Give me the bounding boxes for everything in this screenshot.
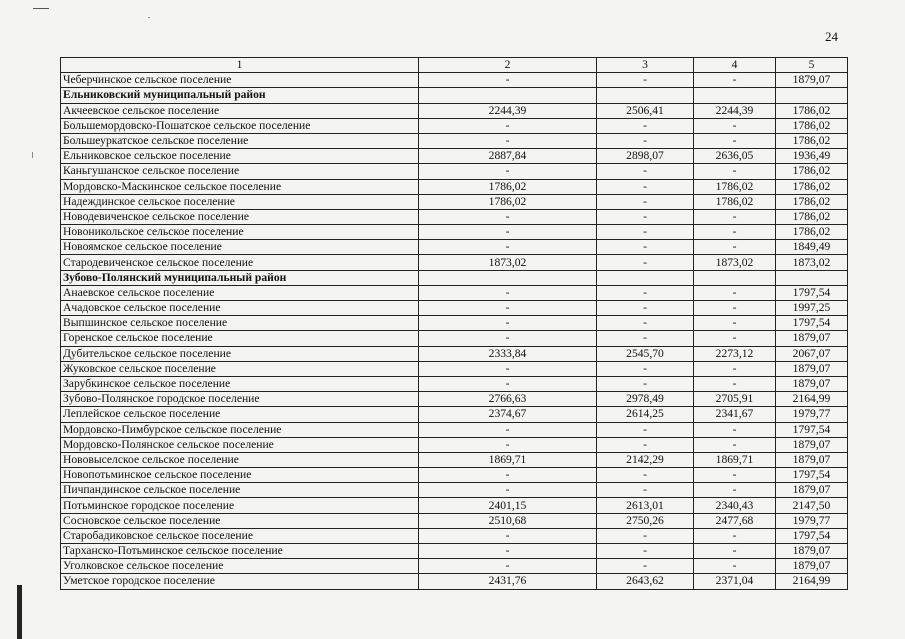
value-cell-col4: - [694, 483, 776, 498]
table-row [61, 392, 848, 407]
column-header-1: 1 [61, 58, 419, 73]
table-row [61, 574, 848, 589]
value-cell-col5: 1879,07 [776, 331, 848, 346]
column-header-4: 4 [694, 58, 776, 73]
value-cell-col3: 2613,01 [597, 498, 694, 513]
value-cell-col3: - [597, 255, 694, 270]
value-cell-col2: 2374,67 [419, 407, 597, 422]
value-cell-col2: - [419, 240, 597, 255]
value-cell-col2: - [419, 209, 597, 224]
value-cell-col4: - [694, 316, 776, 331]
value-cell-col3: - [597, 316, 694, 331]
value-cell-col5: 1879,07 [776, 452, 848, 467]
value-cell-col2: 1873,02 [419, 255, 597, 270]
value-cell-col3: - [597, 179, 694, 194]
value-cell-col3: - [597, 437, 694, 452]
value-cell-col4: - [694, 331, 776, 346]
settlement-name-cell: Каньгушанское сельское поселение [61, 164, 419, 179]
value-cell-col4: - [694, 468, 776, 483]
value-cell-col2: - [419, 559, 597, 574]
value-cell-col3: - [597, 225, 694, 240]
value-cell-col2: - [419, 133, 597, 148]
value-cell-col3: - [597, 376, 694, 391]
settlement-name-cell: Новопотьминское сельское поселение [61, 468, 419, 483]
value-cell-col3: 2643,62 [597, 574, 694, 589]
table-row [61, 164, 848, 179]
value-cell-col5: 1786,02 [776, 179, 848, 194]
table-row [61, 559, 848, 574]
table-row [61, 149, 848, 164]
settlement-name-cell: Уметское городское поселение [61, 574, 419, 589]
value-cell-col4: 1786,02 [694, 194, 776, 209]
value-cell-col2: 2887,84 [419, 149, 597, 164]
value-cell-col2: - [419, 225, 597, 240]
settlement-name-cell: Чеберчинское сельское поселение [61, 73, 419, 88]
value-cell-col4: - [694, 133, 776, 148]
value-cell-col4: - [694, 301, 776, 316]
value-cell-col2: - [419, 376, 597, 391]
value-cell-col3: - [597, 133, 694, 148]
value-cell-col4 [694, 270, 776, 285]
value-cell-col2: 2333,84 [419, 346, 597, 361]
value-cell-col3: - [597, 559, 694, 574]
value-cell-col3: - [597, 361, 694, 376]
value-cell-col2: 1786,02 [419, 179, 597, 194]
settlement-name-cell: Новоникольское сельское поселение [61, 225, 419, 240]
value-cell-col4: 1786,02 [694, 179, 776, 194]
value-cell-col3: - [597, 118, 694, 133]
value-cell-col5: 1786,02 [776, 194, 848, 209]
value-cell-col4 [694, 88, 776, 103]
value-cell-col3: 2978,49 [597, 392, 694, 407]
value-cell-col4: 2244,39 [694, 103, 776, 118]
value-cell-col5: 1797,54 [776, 528, 848, 543]
value-cell-col2: 2431,76 [419, 574, 597, 589]
value-cell-col2: - [419, 544, 597, 559]
value-cell-col5: 1786,02 [776, 133, 848, 148]
table-row [61, 437, 848, 452]
value-cell-col5: 1879,07 [776, 483, 848, 498]
value-cell-col2: - [419, 528, 597, 543]
value-cell-col4: - [694, 361, 776, 376]
table-row [61, 118, 848, 133]
value-cell-col2: - [419, 301, 597, 316]
table-row [61, 194, 848, 209]
settlement-name-cell: Большемордовско-Пошатское сельское поселение [61, 118, 419, 133]
settlement-name-cell: Мордовско-Полянское сельское поселение [61, 437, 419, 452]
value-cell-col2: - [419, 422, 597, 437]
value-cell-col3: - [597, 331, 694, 346]
value-cell-col5: 1936,49 [776, 149, 848, 164]
value-cell-col5: 1786,02 [776, 225, 848, 240]
table-row [61, 103, 848, 118]
table-row [61, 452, 848, 467]
table-row [61, 316, 848, 331]
value-cell-col3: 2750,26 [597, 513, 694, 528]
value-cell-col4: - [694, 164, 776, 179]
value-cell-col2: 1786,02 [419, 194, 597, 209]
settlement-name-cell: Ельниковское сельское поселение [61, 149, 419, 164]
value-cell-col4: 2371,04 [694, 574, 776, 589]
settlement-name-cell: Зарубкинское сельское поселение [61, 376, 419, 391]
table-header-row [61, 58, 848, 73]
value-cell-col4: 2477,68 [694, 513, 776, 528]
value-cell-col5: 2067,07 [776, 346, 848, 361]
value-cell-col2: 2401,15 [419, 498, 597, 513]
settlement-name-cell: Жуковское сельское поселение [61, 361, 419, 376]
table-row [61, 73, 848, 88]
table-row [61, 544, 848, 559]
value-cell-col5 [776, 88, 848, 103]
value-cell-col5: 1879,07 [776, 73, 848, 88]
table-row [61, 498, 848, 513]
value-cell-col3: 2898,07 [597, 149, 694, 164]
value-cell-col3: - [597, 209, 694, 224]
value-cell-col2: - [419, 331, 597, 346]
value-cell-col2: 2766,63 [419, 392, 597, 407]
value-cell-col2: - [419, 285, 597, 300]
value-cell-col2: - [419, 437, 597, 452]
value-cell-col5: 1979,77 [776, 513, 848, 528]
value-cell-col5: 2147,50 [776, 498, 848, 513]
value-cell-col4: - [694, 73, 776, 88]
column-header-3: 3 [597, 58, 694, 73]
value-cell-col3 [597, 88, 694, 103]
value-cell-col5: 1879,07 [776, 376, 848, 391]
table-row [61, 240, 848, 255]
value-cell-col5: 1879,07 [776, 559, 848, 574]
value-cell-col3: 2506,41 [597, 103, 694, 118]
tariff-table [60, 57, 848, 590]
value-cell-col4: - [694, 376, 776, 391]
value-cell-col4: - [694, 285, 776, 300]
scan-artifact-line [33, 8, 49, 9]
settlement-name-cell: Сосновское сельское поселение [61, 513, 419, 528]
value-cell-col2: - [419, 316, 597, 331]
settlement-name-cell: Зубово-Полянский муниципальный район [61, 270, 419, 285]
value-cell-col5: 1797,54 [776, 422, 848, 437]
value-cell-col5: 2164,99 [776, 392, 848, 407]
table-row [61, 225, 848, 240]
table-row [61, 513, 848, 528]
settlement-name-cell: Пичпандинское сельское поселение [61, 483, 419, 498]
settlement-name-cell: Большеуркатское сельское поселение [61, 133, 419, 148]
value-cell-col4: 1873,02 [694, 255, 776, 270]
value-cell-col5: 1879,07 [776, 437, 848, 452]
value-cell-col5: 1797,54 [776, 285, 848, 300]
value-cell-col4: 2341,67 [694, 407, 776, 422]
value-cell-col3: - [597, 164, 694, 179]
settlement-name-cell: Надеждинское сельское поселение [61, 194, 419, 209]
value-cell-col3: 2614,25 [597, 407, 694, 422]
settlement-name-cell: Анаевское сельское поселение [61, 285, 419, 300]
value-cell-col2: - [419, 73, 597, 88]
settlement-name-cell: Выпшинское сельское поселение [61, 316, 419, 331]
table-row [61, 407, 848, 422]
value-cell-col2: - [419, 361, 597, 376]
value-cell-col4: 2340,43 [694, 498, 776, 513]
value-cell-col3 [597, 270, 694, 285]
settlement-name-cell: Новоямское сельское поселение [61, 240, 419, 255]
value-cell-col3: - [597, 301, 694, 316]
settlement-name-cell: Новодевиченское сельское поселение [61, 209, 419, 224]
value-cell-col4: 1869,71 [694, 452, 776, 467]
table-row [61, 468, 848, 483]
value-cell-col3: - [597, 285, 694, 300]
value-cell-col4: - [694, 118, 776, 133]
value-cell-col2: - [419, 483, 597, 498]
value-cell-col4: - [694, 559, 776, 574]
scan-artifact-bar [17, 585, 22, 639]
settlement-name-cell: Старобадиковское сельское поселение [61, 528, 419, 543]
table-row [61, 255, 848, 270]
value-cell-col4: - [694, 209, 776, 224]
value-cell-col4: - [694, 528, 776, 543]
value-cell-col4: 2636,05 [694, 149, 776, 164]
settlement-name-cell: Стародевиченское сельское поселение [61, 255, 419, 270]
value-cell-col2: 2510,68 [419, 513, 597, 528]
table-row [61, 179, 848, 194]
value-cell-col4: - [694, 544, 776, 559]
value-cell-col2: 1869,71 [419, 452, 597, 467]
table-row [61, 331, 848, 346]
value-cell-col2: - [419, 468, 597, 483]
value-cell-col2: 2244,39 [419, 103, 597, 118]
value-cell-col5: 2164,99 [776, 574, 848, 589]
value-cell-col3: - [597, 240, 694, 255]
scan-artifact-tick [32, 152, 33, 158]
table-row [61, 422, 848, 437]
table-row [61, 209, 848, 224]
district-group-row [61, 270, 848, 285]
value-cell-col5: 1786,02 [776, 164, 848, 179]
value-cell-col5: 1879,07 [776, 361, 848, 376]
settlement-name-cell: Ельниковский муниципальный район [61, 88, 419, 103]
settlement-name-cell: Тарханско-Потьминское сельское поселение [61, 544, 419, 559]
value-cell-col4: 2705,91 [694, 392, 776, 407]
value-cell-col3: 2142,29 [597, 452, 694, 467]
value-cell-col5: 1786,02 [776, 118, 848, 133]
value-cell-col3: - [597, 468, 694, 483]
value-cell-col4: - [694, 437, 776, 452]
value-cell-col5: 1797,54 [776, 316, 848, 331]
value-cell-col2: - [419, 118, 597, 133]
settlement-name-cell: Потьминское городское поселение [61, 498, 419, 513]
value-cell-col4: 2273,12 [694, 346, 776, 361]
value-cell-col5 [776, 270, 848, 285]
value-cell-col5: 1797,54 [776, 468, 848, 483]
value-cell-col4: - [694, 422, 776, 437]
value-cell-col3: - [597, 544, 694, 559]
settlement-name-cell: Дубительское сельское поселение [61, 346, 419, 361]
value-cell-col3: - [597, 194, 694, 209]
table-row [61, 376, 848, 391]
settlement-name-cell: Акчеевское сельское поселение [61, 103, 419, 118]
settlement-name-cell: Уголковское сельское поселение [61, 559, 419, 574]
table-row [61, 361, 848, 376]
settlement-name-cell: Нововыселское сельское поселение [61, 452, 419, 467]
value-cell-col4: - [694, 225, 776, 240]
settlement-name-cell: Мордовско-Маскинское сельское поселение [61, 179, 419, 194]
value-cell-col5: 1873,02 [776, 255, 848, 270]
value-cell-col5: 1849,49 [776, 240, 848, 255]
table-row [61, 528, 848, 543]
value-cell-col5: 1786,02 [776, 103, 848, 118]
column-header-2: 2 [419, 58, 597, 73]
value-cell-col5: 1979,77 [776, 407, 848, 422]
settlement-name-cell: Зубово-Полянское городское поселение [61, 392, 419, 407]
value-cell-col5: 1786,02 [776, 209, 848, 224]
table-row [61, 133, 848, 148]
settlement-name-cell: Горенское сельское поселение [61, 331, 419, 346]
table-row [61, 285, 848, 300]
value-cell-col3: - [597, 528, 694, 543]
district-group-row [61, 88, 848, 103]
value-cell-col2: - [419, 164, 597, 179]
value-cell-col5: 1879,07 [776, 544, 848, 559]
value-cell-col2 [419, 270, 597, 285]
table-row [61, 301, 848, 316]
value-cell-col3: - [597, 73, 694, 88]
table-body [61, 58, 848, 590]
settlement-name-cell: Ачадовское сельское поселение [61, 301, 419, 316]
value-cell-col3: - [597, 483, 694, 498]
scan-artifact-dot [148, 17, 150, 18]
value-cell-col4: - [694, 240, 776, 255]
table-row [61, 346, 848, 361]
settlement-name-cell: Леплейское сельское поселение [61, 407, 419, 422]
value-cell-col3: - [597, 422, 694, 437]
table-row [61, 483, 848, 498]
value-cell-col5: 1997,25 [776, 301, 848, 316]
column-header-5: 5 [776, 58, 848, 73]
value-cell-col2 [419, 88, 597, 103]
value-cell-col3: 2545,70 [597, 346, 694, 361]
page-number: 24 [825, 29, 838, 44]
settlement-name-cell: Мордовско-Пимбурское сельское поселение [61, 422, 419, 437]
